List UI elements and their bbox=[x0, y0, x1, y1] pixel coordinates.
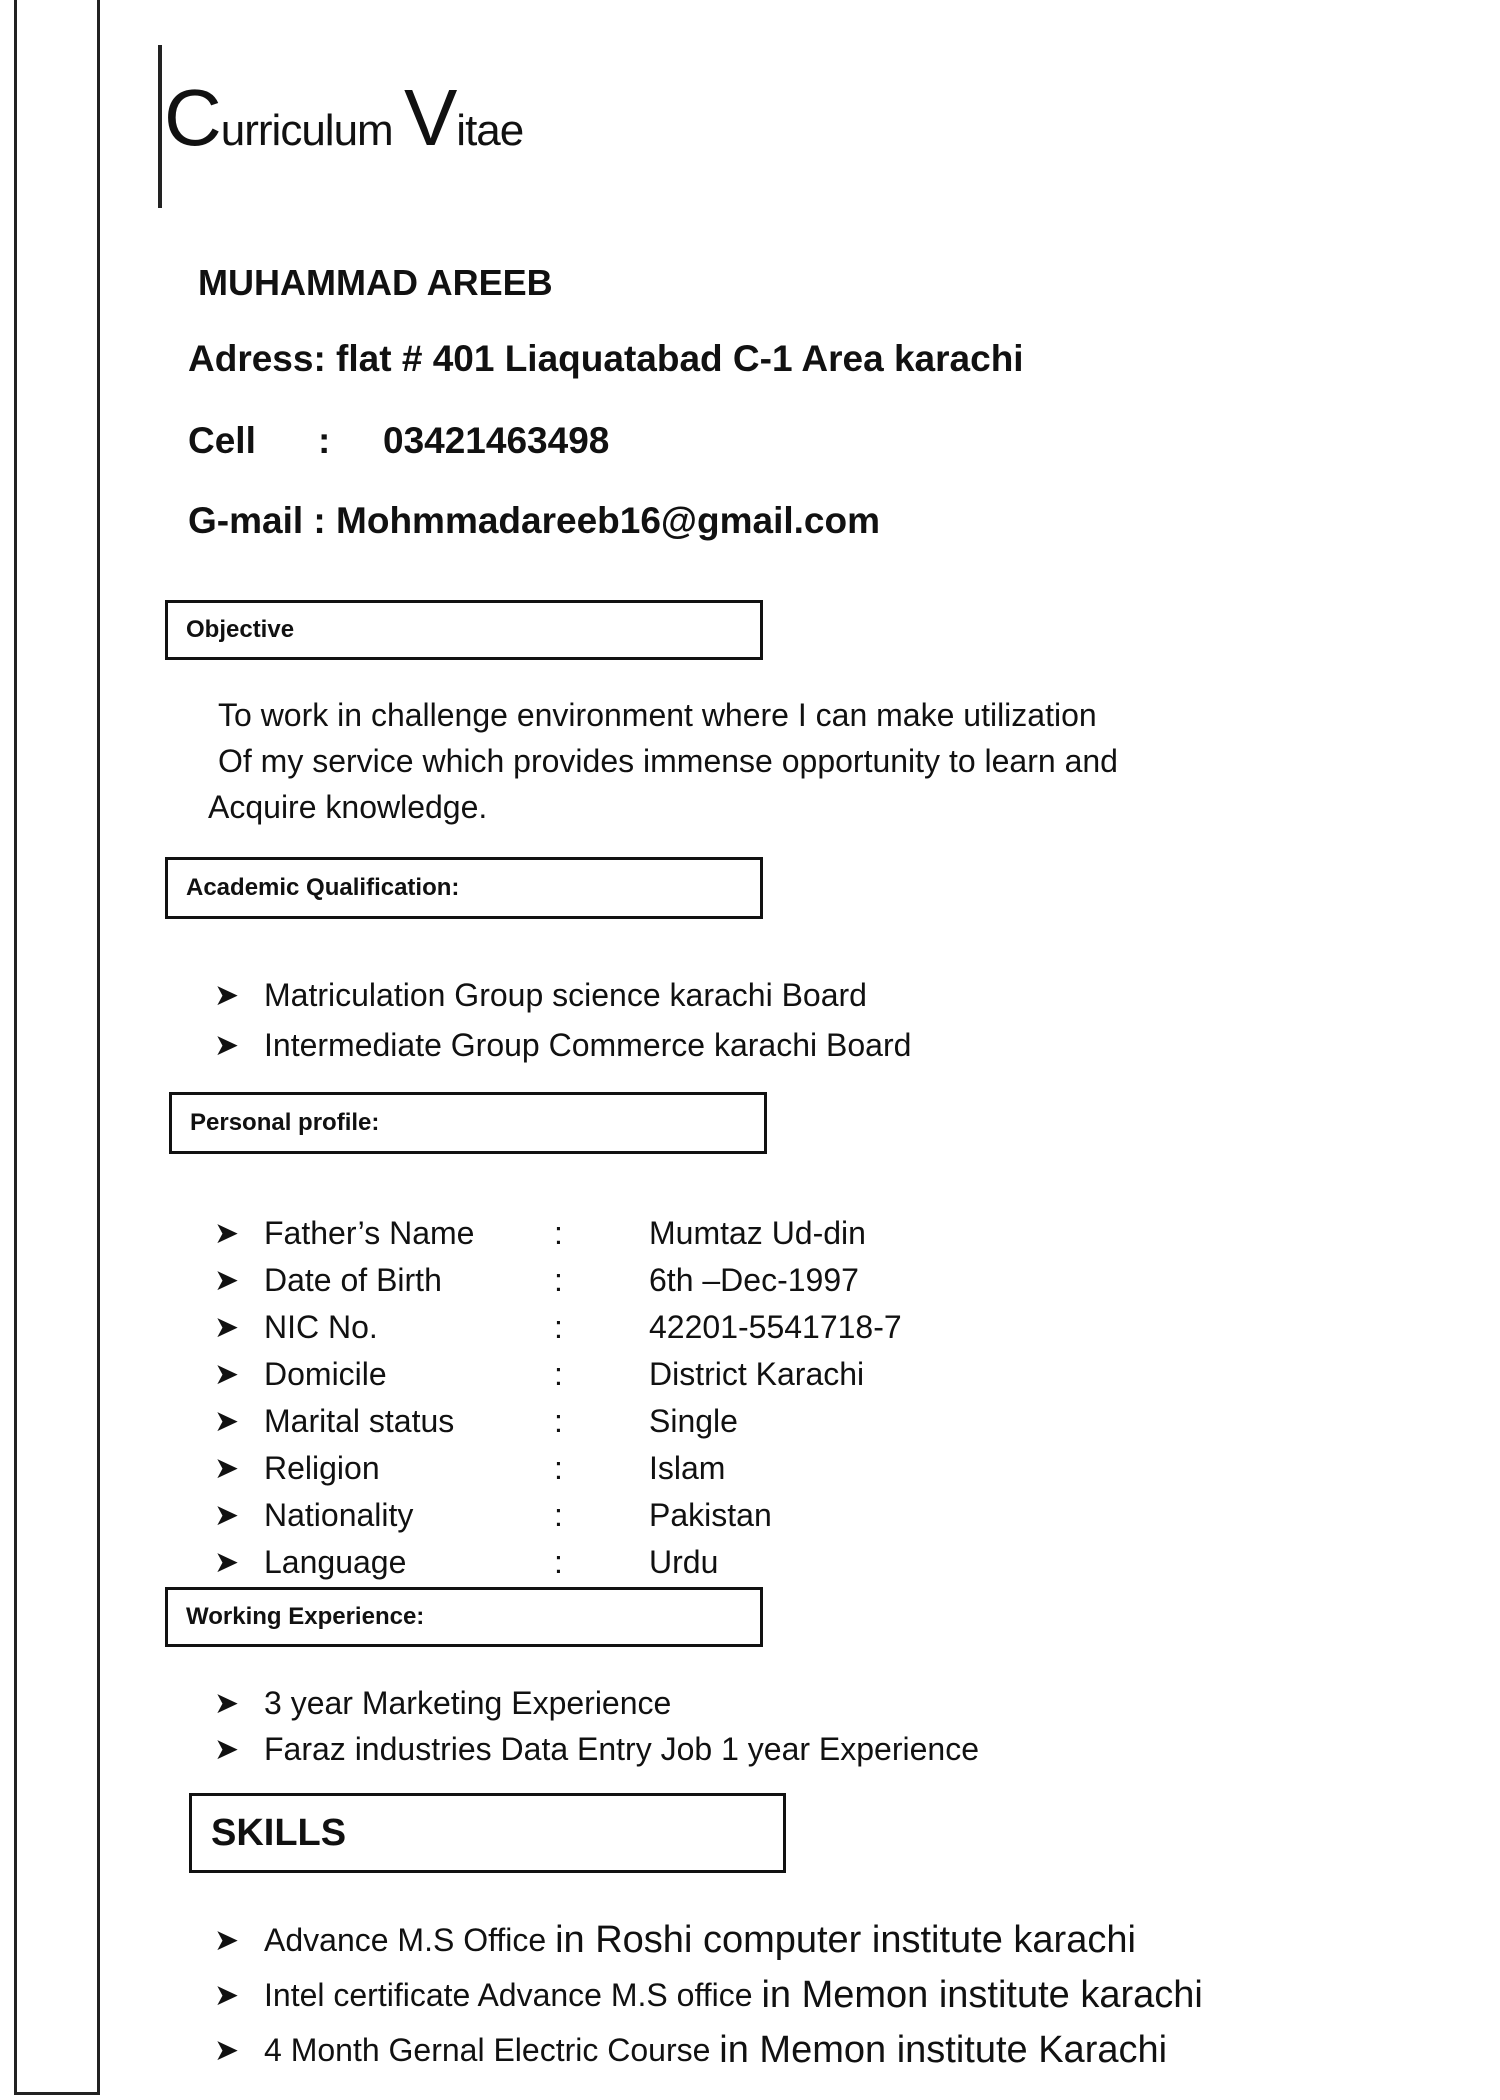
skill-institute: in Roshi computer institute karachi bbox=[555, 1919, 1136, 1961]
profile-key: Domicile bbox=[264, 1356, 387, 1392]
profile-sep: : bbox=[554, 1215, 563, 1251]
list-item bbox=[214, 1020, 911, 1070]
arrow-bullet-icon: ➤ bbox=[214, 1217, 240, 1250]
list-item bbox=[214, 1726, 979, 1772]
working-item: 3 year Marketing Experience bbox=[264, 1684, 672, 1721]
working-list bbox=[214, 1680, 979, 1772]
section-skills bbox=[189, 1793, 786, 1873]
arrow-bullet-icon: ➤ bbox=[214, 1028, 240, 1062]
profile-key: Father’s Name bbox=[264, 1215, 475, 1251]
email-line: G-mail : Mohmmadareeb16@gmail.com bbox=[188, 500, 880, 541]
profile-row bbox=[214, 1351, 902, 1398]
profile-sep: : bbox=[554, 1544, 563, 1580]
list-item bbox=[214, 970, 911, 1020]
profile-value: Islam bbox=[649, 1450, 726, 1486]
cell-line bbox=[188, 420, 609, 462]
section-working bbox=[165, 1587, 763, 1647]
profile-sep: : bbox=[554, 1497, 563, 1533]
arrow-bullet-icon: ➤ bbox=[214, 1358, 240, 1391]
profile-value: 42201-5541718-7 bbox=[649, 1309, 902, 1345]
arrow-bullet-icon: ➤ bbox=[214, 1732, 240, 1766]
profile-key: Nationality bbox=[264, 1497, 414, 1533]
title-cap-c: C bbox=[164, 73, 221, 162]
academic-item: Intermediate Group Commerce karachi Board bbox=[264, 1026, 912, 1063]
list-item bbox=[214, 1913, 1203, 1968]
cell-value: 03421463498 bbox=[383, 420, 610, 461]
profile-row bbox=[214, 1445, 902, 1492]
section-objective-label: Objective bbox=[186, 616, 295, 643]
section-working-label: Working Experience: bbox=[186, 1603, 425, 1630]
title-cap-v: V bbox=[403, 73, 457, 162]
objective-line: To work in challenge environment where I can make utilization bbox=[218, 697, 1097, 733]
skills-list bbox=[214, 1913, 1203, 2078]
arrow-bullet-icon: ➤ bbox=[214, 1311, 240, 1344]
profile-sep: : bbox=[554, 1356, 563, 1392]
profile-row bbox=[214, 1539, 902, 1586]
profile-key: Marital status bbox=[264, 1403, 455, 1439]
section-objective bbox=[165, 600, 763, 660]
address-line: Adress: flat # 401 Liaquatabad C-1 Area karachi bbox=[188, 338, 1024, 379]
cell-colon: : bbox=[318, 420, 331, 461]
arrow-bullet-icon: ➤ bbox=[214, 1979, 240, 2012]
skill-part: Advance M.S Office bbox=[264, 1922, 547, 1958]
section-academic bbox=[165, 857, 763, 919]
skill-institute: in Memon institute karachi bbox=[761, 1974, 1203, 2016]
document-title bbox=[164, 73, 524, 162]
list-item bbox=[214, 1680, 979, 1726]
section-skills-label: SKILLS bbox=[211, 1811, 347, 1854]
profile-value: Mumtaz Ud-din bbox=[649, 1215, 866, 1251]
profile-row bbox=[214, 1210, 902, 1257]
arrow-bullet-icon: ➤ bbox=[214, 1924, 240, 1957]
profile-key: Date of Birth bbox=[264, 1262, 442, 1298]
profile-row bbox=[214, 1304, 902, 1351]
arrow-bullet-icon: ➤ bbox=[214, 1546, 240, 1579]
candidate-name: MUHAMMAD AREEB bbox=[198, 262, 553, 303]
working-item: Faraz industries Data Entry Job 1 year Experience bbox=[264, 1730, 979, 1767]
profile-value: Pakistan bbox=[649, 1497, 772, 1533]
arrow-bullet-icon: ➤ bbox=[214, 2034, 240, 2067]
objective-line: Of my service which provides immense opportunity to learn and bbox=[218, 743, 1118, 779]
arrow-bullet-icon: ➤ bbox=[214, 978, 240, 1012]
arrow-bullet-icon: ➤ bbox=[214, 1452, 240, 1485]
title-rest-2: itae bbox=[456, 106, 524, 155]
cell-label: Cell bbox=[188, 420, 256, 461]
list-item bbox=[214, 1968, 1203, 2023]
skill-part: Intel certificate Advance M.S office bbox=[264, 1977, 753, 2013]
profile-value: Single bbox=[649, 1403, 738, 1439]
list-item bbox=[214, 2023, 1203, 2078]
objective-line: Acquire knowledge. bbox=[208, 789, 488, 825]
profile-value: 6th –Dec-1997 bbox=[649, 1262, 859, 1298]
profile-sep: : bbox=[554, 1450, 563, 1486]
academic-item: Matriculation Group science karachi Board bbox=[264, 976, 867, 1013]
section-personal bbox=[169, 1092, 767, 1154]
arrow-bullet-icon: ➤ bbox=[214, 1499, 240, 1532]
profile-key: Religion bbox=[264, 1450, 380, 1486]
title-rule bbox=[158, 45, 162, 208]
section-personal-label: Personal profile: bbox=[190, 1109, 380, 1136]
title-rest-1: urriculum bbox=[220, 106, 404, 155]
arrow-bullet-icon: ➤ bbox=[214, 1264, 240, 1297]
profile-row bbox=[214, 1492, 902, 1539]
profile-value: District Karachi bbox=[649, 1356, 865, 1392]
profile-sep: : bbox=[554, 1262, 563, 1298]
profile-sep: : bbox=[554, 1403, 563, 1439]
academic-list bbox=[214, 970, 911, 1070]
objective-text bbox=[208, 692, 1118, 830]
arrow-bullet-icon: ➤ bbox=[214, 1686, 240, 1720]
profile-value: Urdu bbox=[649, 1544, 719, 1580]
profile-key: Language bbox=[264, 1544, 407, 1580]
skill-part: 4 Month Gernal Electric Course bbox=[264, 2032, 711, 2068]
section-academic-label: Academic Qualification: bbox=[186, 874, 460, 901]
personal-profile-list bbox=[214, 1210, 902, 1586]
arrow-bullet-icon: ➤ bbox=[214, 1405, 240, 1438]
profile-row bbox=[214, 1257, 902, 1304]
profile-key: NIC No. bbox=[264, 1309, 378, 1345]
page-left-border bbox=[14, 0, 100, 2095]
profile-sep: : bbox=[554, 1309, 563, 1345]
skill-institute: in Memon institute Karachi bbox=[719, 2029, 1168, 2071]
profile-row bbox=[214, 1398, 902, 1445]
